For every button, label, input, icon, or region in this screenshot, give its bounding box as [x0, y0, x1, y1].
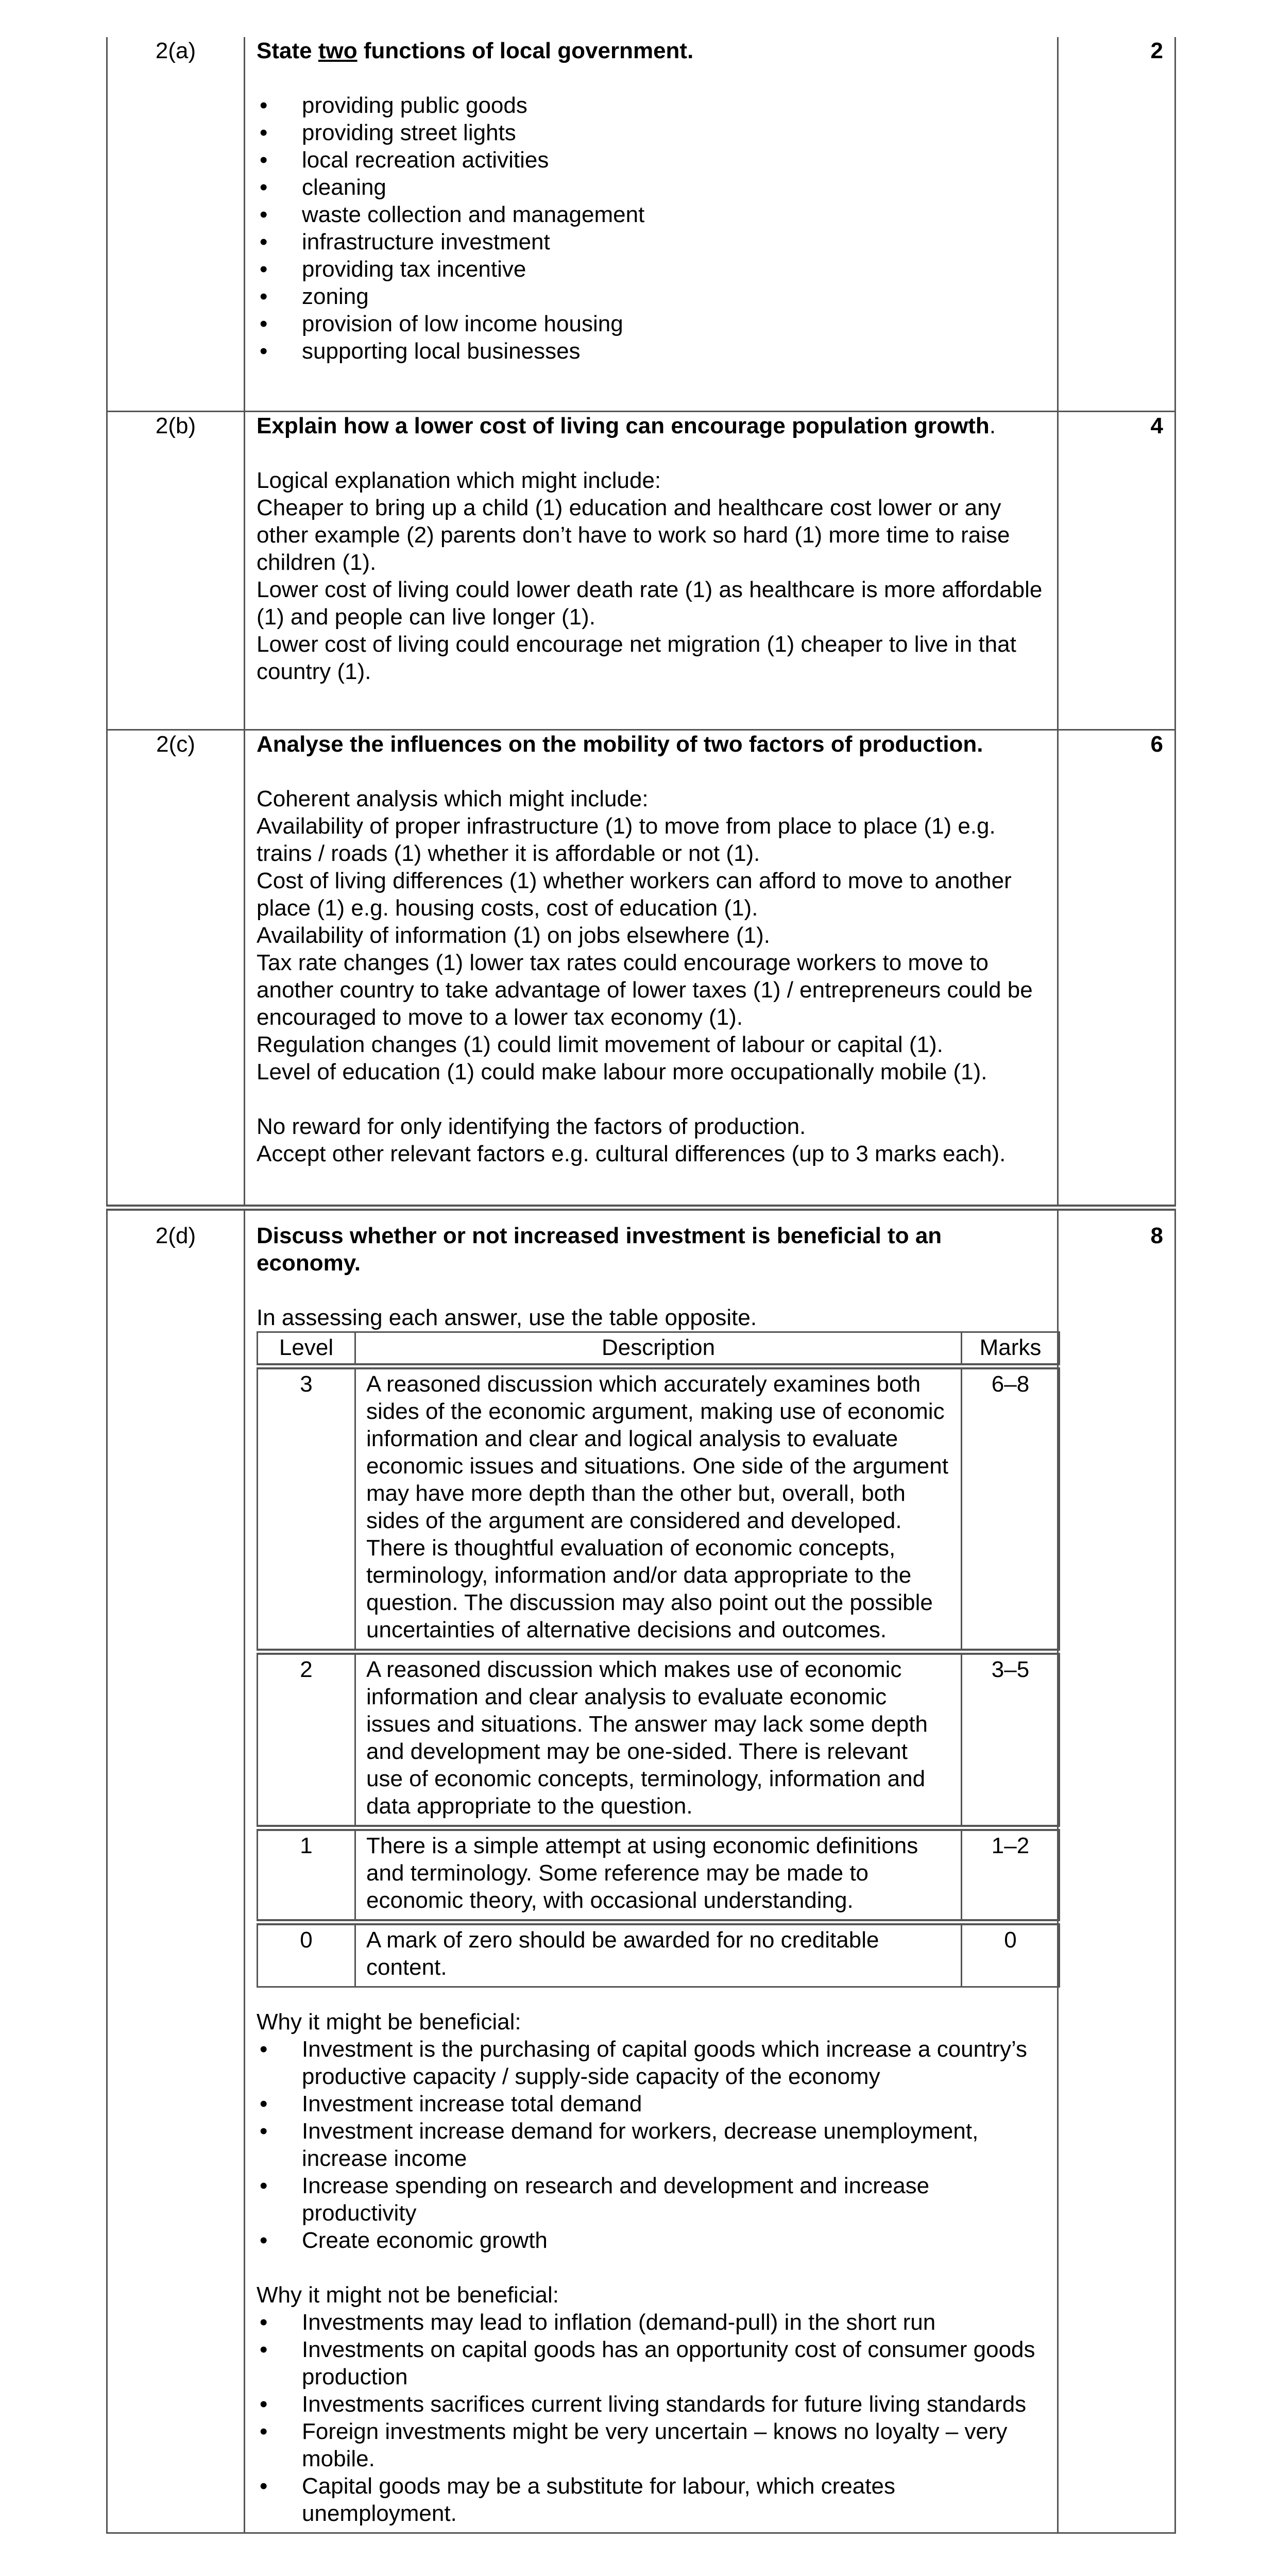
level-description: There is a simple attempt at using economic definitions and terminology. Some reference may be made to economic theory, with occasional understanding. — [355, 1828, 962, 1922]
list-item: • cleaning — [257, 174, 1047, 201]
question-title: Explain how a lower cost of living can encourage population growth. — [257, 413, 996, 438]
answer-line: Coherent analysis which might include: — [257, 786, 649, 811]
guidance-note: No reward for only identifying the factors of production. — [257, 1114, 806, 1139]
list-item: • providing tax incentive — [257, 256, 1047, 283]
description-header: Description — [355, 1332, 962, 1367]
table-row — [258, 1366, 1060, 1652]
level-marks: 1–2 — [962, 1828, 1060, 1922]
marks-header: Marks — [962, 1332, 1060, 1367]
list-item: • waste collection and management — [257, 201, 1047, 228]
level-descriptor-table — [257, 1331, 1060, 1988]
question-row-2c — [107, 730, 1175, 1208]
question-number: 2(c) — [107, 730, 245, 1208]
question-title: Analyse the influences on the mobility of two factors of production. — [257, 732, 983, 757]
answer-cell — [245, 730, 1058, 1208]
list-item: • zoning — [257, 283, 1047, 310]
answer-line: Regulation changes (1) could limit movement of labour or capital (1). — [257, 1032, 943, 1057]
level-description: A mark of zero should be awarded for no creditable content. — [355, 1922, 962, 1987]
list-item: • Investment is the purchasing of capital goods which increase a country’s productive capacity / supply-side capacity of the economy — [257, 2036, 1047, 2090]
level-number: 2 — [258, 1652, 355, 1828]
level-number: 1 — [258, 1828, 355, 1922]
table-row — [258, 1922, 1060, 1987]
list-item: • Foreign investments might be very uncertain – knows no loyalty – very mobile. — [257, 2418, 1047, 2472]
underlined-word: two — [318, 38, 357, 63]
marks-value: 8 — [1058, 1208, 1175, 2533]
not-beneficial-heading: Why it might not be beneficial: — [257, 2282, 559, 2308]
list-item: • Capital goods may be a substitute for labour, which creates unemployment. — [257, 2472, 1047, 2527]
answer-line: Lower cost of living could encourage net migration (1) cheaper to live in that country (1). — [257, 632, 1016, 684]
question-row-2a — [107, 37, 1175, 412]
list-item: • Increase spending on research and development and increase productivity — [257, 2172, 1047, 2227]
marks-value: 2 — [1058, 37, 1175, 412]
list-item: • Create economic growth — [257, 2227, 1047, 2254]
beneficial-heading: Why it might be beneficial: — [257, 2009, 521, 2035]
not-beneficial-list — [257, 2309, 1047, 2527]
level-marks: 0 — [962, 1922, 1060, 1987]
question-title: State two functions of local government. — [257, 38, 694, 63]
marks-value: 6 — [1058, 730, 1175, 1208]
question-row-2d — [107, 1208, 1175, 2533]
table-intro: In assessing each answer, use the table opposite. — [257, 1305, 757, 1330]
list-item: • supporting local businesses — [257, 337, 1047, 365]
list-item: • Investments on capital goods has an opportunity cost of consumer goods production — [257, 2336, 1047, 2391]
table-row — [258, 1828, 1060, 1922]
beneficial-list — [257, 2036, 1047, 2254]
answer-cell — [245, 412, 1058, 730]
guidance-note: Accept other relevant factors e.g. cultural differences (up to 3 marks each). — [257, 1141, 1006, 1166]
list-item: • infrastructure investment — [257, 228, 1047, 256]
answer-cell — [245, 37, 1058, 412]
list-item: • providing public goods — [257, 92, 1047, 119]
level-table-header — [258, 1332, 1060, 1367]
answer-line: Cheaper to bring up a child (1) education and healthcare cost lower or any other example (2) parents don’t have to work so hard (1) more time to raise children (1). — [257, 495, 1010, 575]
question-number: 2(a) — [107, 37, 245, 412]
list-item: • provision of low income housing — [257, 310, 1047, 337]
answer-line: Availability of proper infrastructure (1) to move from place to place (1) e.g. trains / roads (1) whether it is affordable or not (1). — [257, 814, 996, 866]
list-item: • Investment increase demand for workers, decrease unemployment, increase income — [257, 2117, 1047, 2172]
question-title: Discuss whether or not increased investment is beneficial to an economy. — [257, 1223, 942, 1276]
answer-cell — [245, 1208, 1058, 2533]
level-number: 3 — [258, 1366, 355, 1652]
marks-value: 4 — [1058, 412, 1175, 730]
list-item: • Investment increase total demand — [257, 2090, 1047, 2117]
question-number: 2(b) — [107, 412, 245, 730]
answer-bullet-list — [257, 92, 1047, 365]
level-marks: 6–8 — [962, 1366, 1060, 1652]
question-number: 2(d) — [107, 1208, 245, 2533]
list-item: • local recreation activities — [257, 146, 1047, 174]
list-item: • Investments sacrifices current living standards for future living standards — [257, 2391, 1047, 2418]
level-description: A reasoned discussion which accurately examines both sides of the economic argument, making use of economic information and clear and logical analysis to evaluate economic issues and situations. One side of the argument may have more depth than the other but, overall, both sides of the argument are considered and developed. There is thoughtful evaluation of economic concepts, terminology, information and/or data appropriate to the question. The discussion may also point out the possible uncertainties of alternative decisions and outcomes. — [355, 1366, 962, 1652]
answer-line: Level of education (1) could make labour more occupationally mobile (1). — [257, 1059, 987, 1084]
level-description: A reasoned discussion which makes use of economic information and clear analysis to evaluate economic issues and situations. The answer may lack some depth and development may be one-sided. There is relevant use of economic concepts, terminology, information and data appropriate to the question. — [355, 1652, 962, 1828]
list-item: • providing street lights — [257, 119, 1047, 146]
answer-line: Lower cost of living could lower death rate (1) as healthcare is more affordable (1) and people can live longer (1). — [257, 577, 1043, 630]
answer-line: Logical explanation which might include: — [257, 468, 661, 493]
level-marks: 3–5 — [962, 1652, 1060, 1828]
answer-line: Cost of living differences (1) whether workers can afford to move to another place (1) e.g. housing costs, cost of education (1). — [257, 868, 1012, 921]
question-row-2b — [107, 412, 1175, 730]
level-number: 0 — [258, 1922, 355, 1987]
answer-line: Availability of information (1) on jobs elsewhere (1). — [257, 923, 770, 948]
answer-line: Tax rate changes (1) lower tax rates could encourage workers to move to another country to take advantage of lower taxes (1) / entrepreneurs could be encouraged to move to a lower tax economy (1). — [257, 950, 1033, 1030]
mark-scheme-table — [106, 37, 1176, 2534]
table-row — [258, 1652, 1060, 1828]
list-item: • Investments may lead to inflation (demand-pull) in the short run — [257, 2309, 1047, 2336]
level-header: Level — [258, 1332, 355, 1367]
